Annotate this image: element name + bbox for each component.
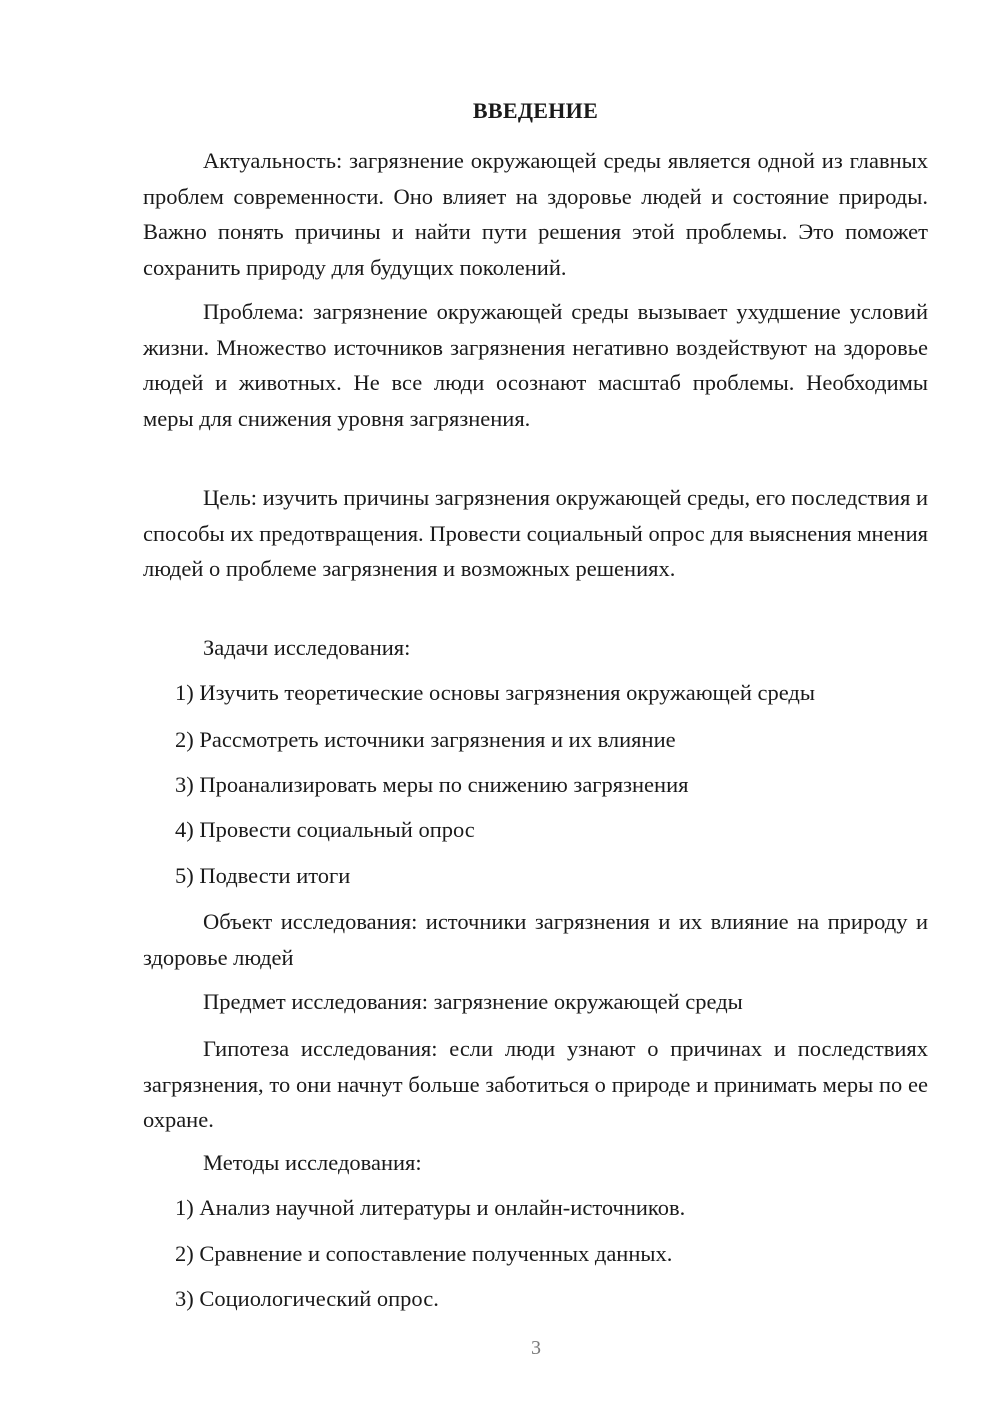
methods-heading: Методы исследования: — [203, 1150, 422, 1175]
goal-paragraph: Цель: изучить причины загрязнения окружающей среды, его последствия и способы их предотвращения. Провести социальный опрос для выяснения мнения людей о проблеме загрязнения и возможных решениях. — [143, 485, 928, 581]
task-item: 5) Подвести итоги — [175, 863, 351, 888]
task-item: 3) Проанализировать меры по снижению загрязнения — [175, 772, 689, 797]
problem-paragraph: Проблема: загрязнение окружающей среды вызывает ухудшение условий жизни. Множество источников загрязнения негативно воздействуют на здоровье людей и животных. Не все люди осознают масштаб проблемы. Необходимы меры для снижения уровня загрязнения. — [143, 299, 928, 431]
task-item: 1) Изучить теоретические основы загрязнения окружающей среды — [175, 680, 815, 705]
page-number: 3 — [531, 1337, 541, 1359]
method-item: 1) Анализ научной литературы и онлайн-источников. — [175, 1195, 686, 1220]
page-title: ВВЕДЕНИЕ — [472, 98, 599, 123]
tasks-heading: Задачи исследования: — [203, 635, 411, 660]
object-paragraph: Объект исследования: источники загрязнения и их влияние на природу и здоровье людей — [143, 909, 928, 970]
method-item: 2) Сравнение и сопоставление полученных данных. — [175, 1241, 673, 1266]
hypothesis-paragraph: Гипотеза исследования: если люди узнают о причинах и последствиях загрязнения, то они начнут больше заботиться о природе и принимать меры по ее охране. — [143, 1036, 928, 1132]
method-item: 3) Социологический опрос. — [175, 1286, 439, 1311]
subject-paragraph: Предмет исследования: загрязнение окружающей среды — [203, 989, 743, 1014]
relevance-paragraph: Актуальность: загрязнение окружающей среды является одной из главных проблем современности. Оно влияет на здоровье людей и состояние природы. Важно понять причины и найти пути решения этой проблемы. Это поможет сохранить природу для будущих поколений. — [143, 148, 928, 280]
task-item: 2) Рассмотреть источники загрязнения и их влияние — [175, 727, 676, 752]
task-item: 4) Провести социальный опрос — [175, 817, 475, 842]
